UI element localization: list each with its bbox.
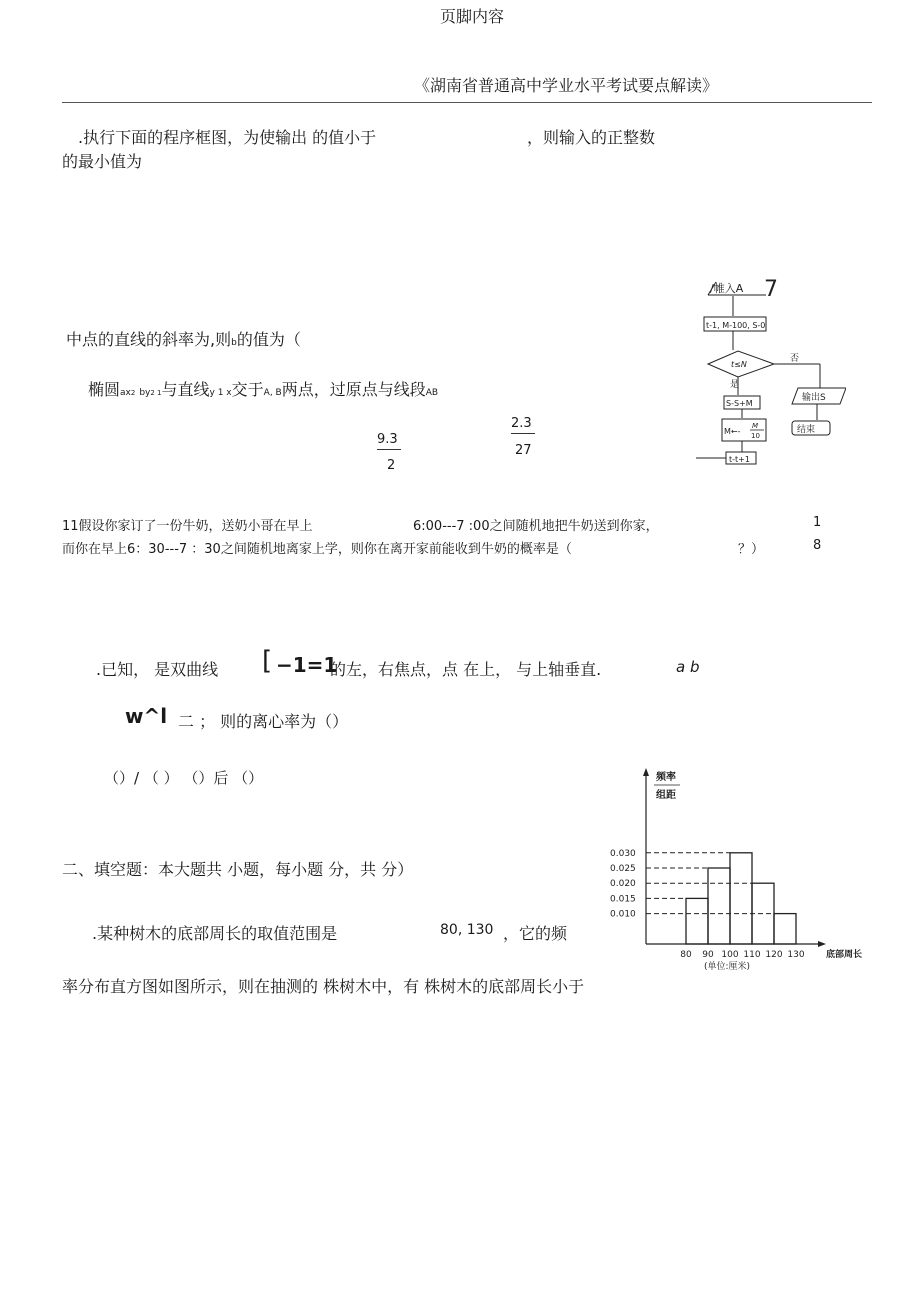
q-hyper-line2: 二 ； 则的离心率为（） (178, 712, 349, 731)
q-hyper-line1a: .已知， 是双曲线 (96, 660, 219, 679)
q-milk-line2a: 而你在早上6：30---7 ：30之间随机地离家上学，则你在离开家前能收到牛奶的概率是（ (62, 542, 572, 557)
flow-seven: 7 (764, 277, 778, 302)
q-hyper-line1b: 的左，右焦点，点 在上， 与上轴垂直. (330, 660, 602, 679)
q-hyper-ab: a b (676, 658, 700, 676)
q-ellipse-21: 2 1 (150, 389, 162, 397)
x-tick-2: 90 (702, 950, 714, 960)
x-axis-arrow (818, 941, 826, 947)
y-label-top: 频率 (656, 772, 676, 783)
flow-init-label: t-1, M-100, S-0 (706, 321, 766, 330)
q-ellipse-line1a: 中点的直线的斜率为,则 (66, 330, 232, 349)
q-ellipse-l2d: 两点，过原点与线段 (281, 380, 426, 399)
x-tick-1: 80 (680, 950, 692, 960)
bar-2 (708, 868, 730, 944)
y-label-bottom: 组距 (656, 790, 676, 801)
q-ellipse-ax: ax (120, 388, 131, 398)
q-ellipse-AB2: AB (425, 388, 439, 398)
flow-step1-label: S-S+M (726, 399, 753, 408)
flow-end-label: 结束 (797, 425, 816, 435)
q-tree-line1a: .某种树木的底部周长的取值范围是 (92, 924, 338, 943)
q-milk-line1c: 1 (813, 515, 822, 530)
flowchart (696, 274, 846, 472)
footer-label: 页脚内容 (440, 7, 505, 26)
flow-output-label: 输出S (802, 393, 826, 403)
frac1-num: 9.3 (377, 432, 398, 447)
q-hyper-bracket: [ (262, 646, 273, 676)
q-milk-line1a: 11假设你家订了一份牛奶，送奶小哥在早上 (62, 519, 313, 534)
flow-yes-label: 是 (730, 380, 740, 390)
q-hyper-eq: −1=1 (276, 653, 338, 677)
x-label: 底部周长 (826, 950, 863, 960)
q-tree-line1b: ，它的频 (503, 924, 568, 943)
x-tick-3: 100 (721, 950, 739, 960)
q-milk-line2c: 8 (813, 538, 822, 553)
x-tick-5: 120 (765, 950, 783, 960)
flow-step2-label: M←- (724, 427, 741, 436)
q-ellipse-sup2: 2 (130, 389, 136, 397)
y-tick-3: 0.020 (610, 879, 636, 890)
q-hyper-w: w^l (125, 704, 168, 728)
flow-no-label: 否 (790, 354, 800, 364)
frac1-den: 2 (387, 458, 396, 473)
histogram-chart (600, 766, 870, 970)
q-tree-range: 80, 130 (440, 922, 494, 938)
y-tick-2: 0.015 (610, 894, 636, 905)
y-axis-arrow (643, 768, 649, 776)
q-ellipse-l2a: 椭圆 (88, 380, 121, 399)
frac2-den: 27 (515, 443, 532, 458)
q-tree-line2: 率分布直方图如图所示，则在抽测的 株树木中，有 株树木的底部周长小于 (62, 977, 585, 996)
section-heading: 二、填空题：本大题共 小题，每小题 分，共 分） (62, 860, 414, 879)
frac2-line (511, 433, 535, 434)
q-ellipse-AB: A, B (263, 388, 282, 398)
q-milk-line1b: 6:00---7 :00之间随机地把牛奶送到你家， (413, 519, 659, 534)
y-tick-1: 0.010 (610, 909, 636, 920)
q-ellipse-l2b: 与直线 (161, 380, 210, 399)
y-tick-5: 0.030 (610, 848, 636, 859)
flow-input-label: /帷入A (710, 282, 744, 295)
bar-3 (730, 853, 752, 944)
q-hyper-options: （）/ （ ） （）后 （） (104, 769, 264, 787)
flow-step3-label: t-t+1 (729, 455, 750, 464)
frac2-num: 2.3 (511, 416, 532, 431)
bar-5 (774, 914, 796, 944)
q-ellipse-line2 (88, 377, 438, 400)
q-ellipse-by: by (139, 388, 151, 398)
q-flow-line2: 的最小值为 (62, 152, 143, 171)
document-title: 《湖南省普通高中学业水平考试要点解读》 (414, 76, 719, 95)
q-flow-line1a: .执行下面的程序框图，为使输出 的值小于 (78, 128, 377, 147)
x-tick-4: 110 (743, 950, 761, 960)
x-label-sub: (单位:厘米) (704, 962, 751, 970)
q-milk-line2b: ？） (738, 542, 765, 557)
header-rule (62, 102, 872, 103)
q-ellipse-b: b (231, 338, 237, 348)
q-flow-line1b: ，则输入的正整数 (527, 128, 656, 147)
bar-1 (686, 898, 708, 944)
x-tick-6: 130 (787, 950, 805, 960)
q-ellipse-line1c: 的值为（ (236, 330, 301, 349)
q-ellipse-y1x: y 1 x (209, 388, 232, 398)
q-ellipse-l2c: 交于 (231, 380, 264, 399)
q-ellipse-line1 (66, 327, 301, 350)
flow-cond-label: t≤N (731, 360, 747, 369)
frac1-line (377, 449, 401, 450)
flow-step2-den: 10 (751, 432, 760, 440)
y-tick-4: 0.025 (610, 864, 636, 874)
flow-step2-num: M (752, 422, 759, 430)
